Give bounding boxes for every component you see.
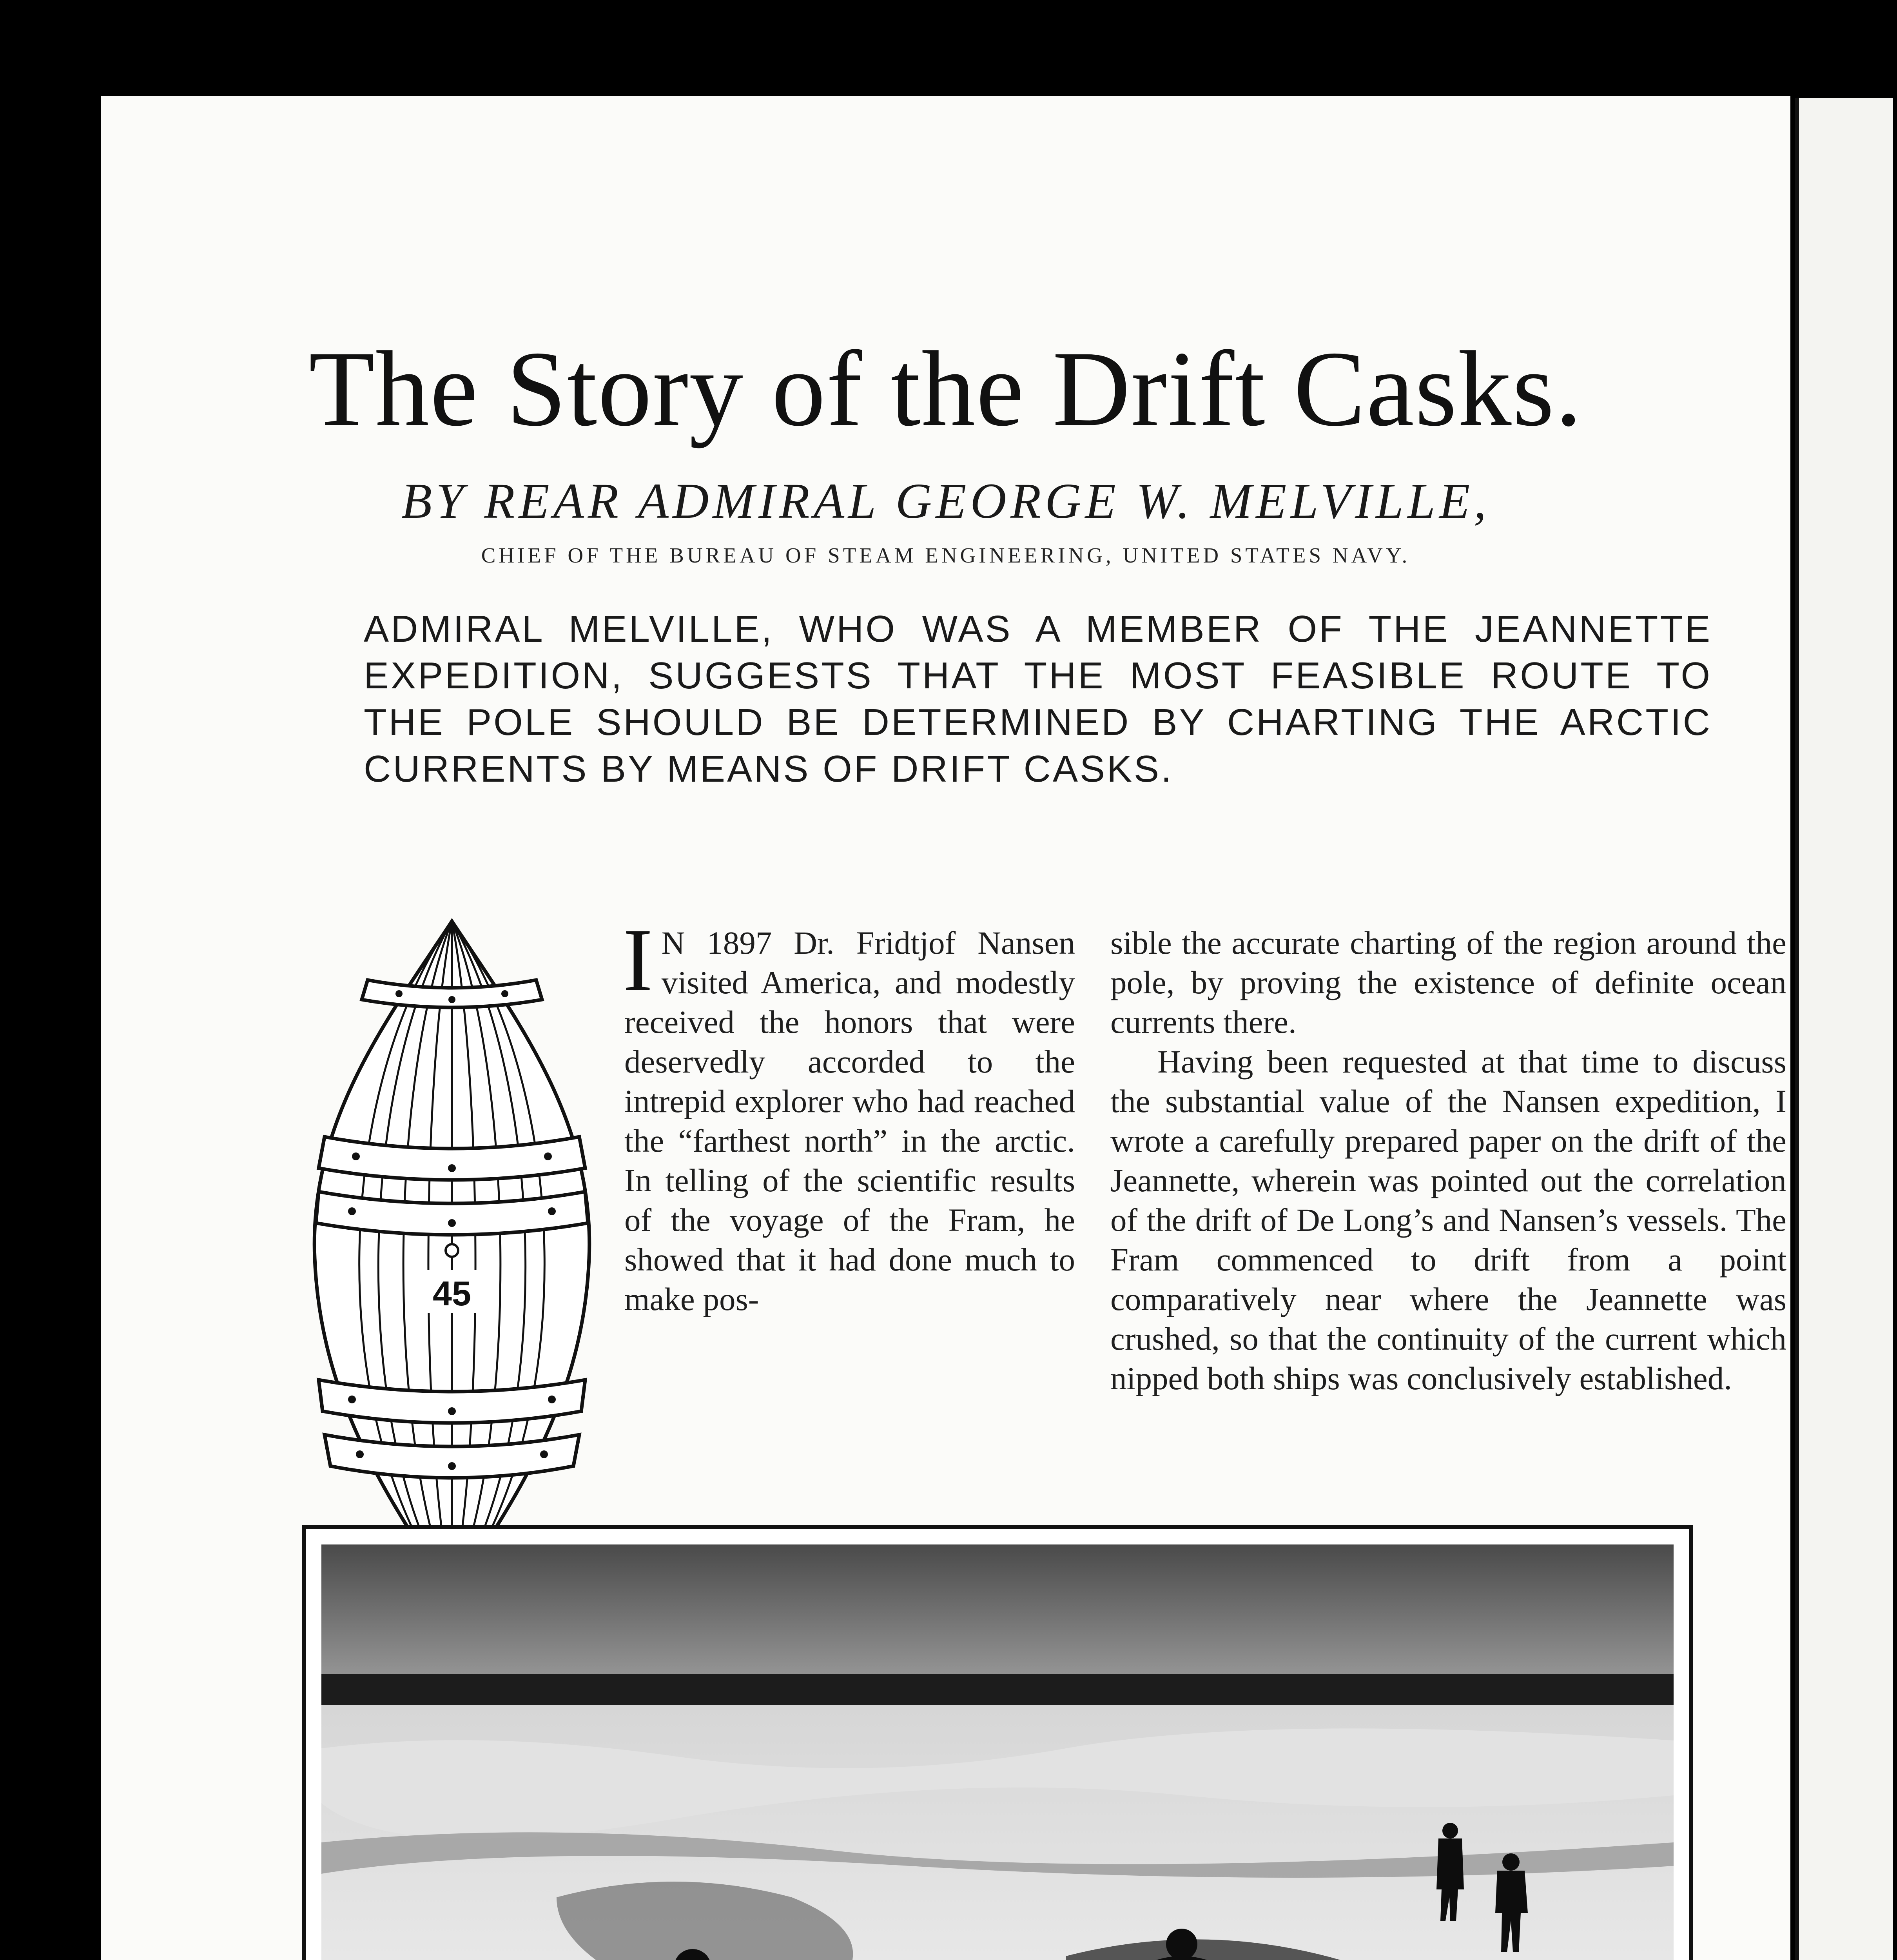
magazine-page (101, 96, 1790, 1960)
adjacent-page-edge (1795, 98, 1893, 1960)
arctic-ice-illustration (302, 1525, 1693, 1960)
article-title: The Story of the Drift Casks. (308, 329, 1583, 448)
column-1-text: N 1897 Dr. Fridtjof Nansen visited America, and modestly received the honors that were deservedly accorded to the intrepid explorer who had reached the “farthest north” in the arctic. In telling of the scientific results of the voyage of the Fram, he showed that it had done much to make pos- (624, 925, 1075, 1317)
cask-number: 45 (433, 1274, 471, 1313)
author-position: CHIEF OF THE BUREAU OF STEAM ENGINEERING, UNITED STATES NAVY. (481, 543, 1411, 567)
drift-cask-illustration (297, 917, 607, 1599)
byline: BY REAR ADMIRAL GEORGE W. MELVILLE, (401, 473, 1491, 529)
article-column-2 (1110, 923, 1786, 1398)
column-2-paragraph-1: sible the accurate charting of the region around the pole, by proving the existence of definite ocean currents there. (1110, 925, 1786, 1040)
drop-cap: I (623, 910, 653, 1010)
article-column-1 (623, 910, 1075, 1319)
column-2-paragraph-2: Having been requested at that time to discuss the substantial value of the Nansen expedition, I wrote a carefully prepared paper on the drift of the Jeannette, wherein was pointed out the correlation of the drift of De Long’s and Nansen’s vessels. The Fram commenced to drift from a point comparatively near where the Jeannette was crushed, so that the continuity of the current which nipped both ships was conclusively established. (1110, 1044, 1786, 1396)
article-deck: ADMIRAL MELVILLE, WHO WAS A MEMBER OF THE JEANNETTE EXPEDITION, SUGGESTS THAT THE MOST FEASIBLE ROUTE TO THE POLE SHOULD BE DETERMINED BY CHARTING THE ARCTIC CURRENTS BY MEANS OF DRIFT CASKS. (364, 608, 1712, 790)
